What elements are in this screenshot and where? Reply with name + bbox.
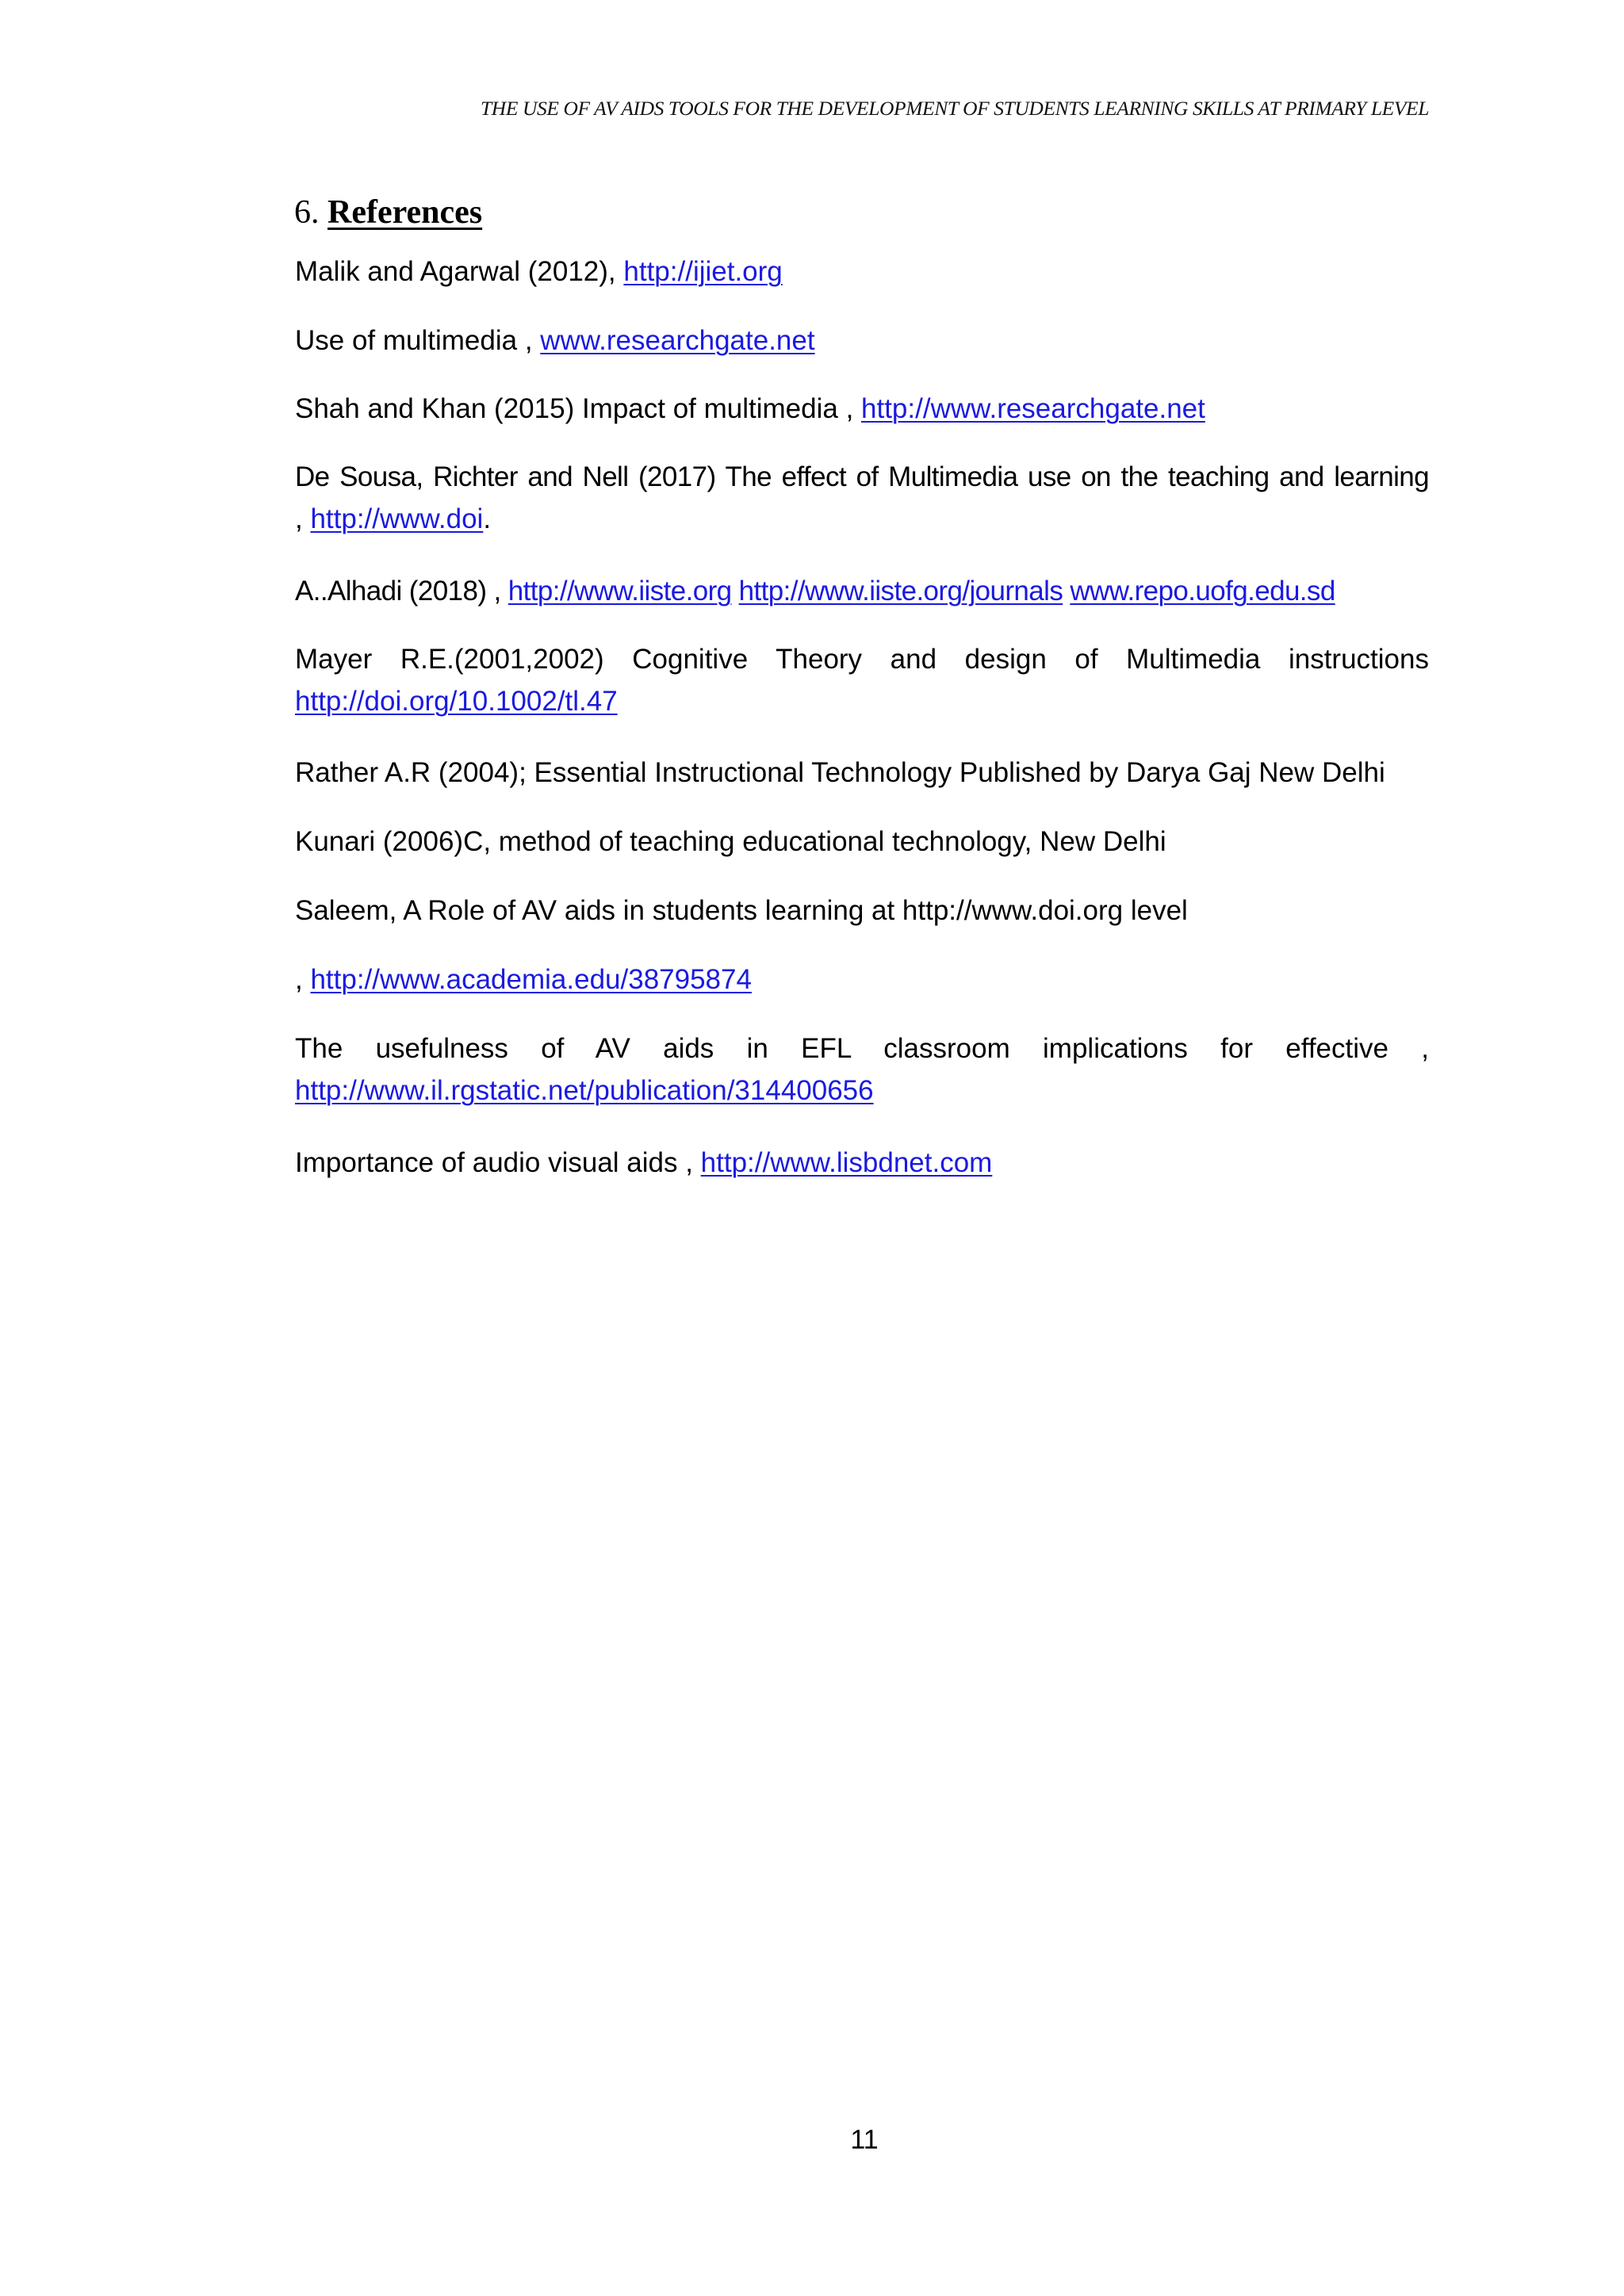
reference-link[interactable]: http://www.lisbdnet.com <box>700 1147 993 1178</box>
reference-item <box>295 959 1429 1001</box>
reference-text: Shah and Khan (2015) Impact of multimedia , <box>295 393 862 424</box>
reference-item <box>295 320 1429 362</box>
section-number: 6. <box>294 194 320 231</box>
reference-text: Malik and Agarwal (2012), <box>295 256 624 287</box>
reference-item <box>295 388 1429 430</box>
reference-text: , <box>295 503 311 534</box>
reference-link[interactable]: http://www.il.rgstatic.net/publication/314400656 <box>295 1075 874 1106</box>
reference-text: Rather A.R (2004); Essential Instructional Technology Published by Darya Gaj New Delhi <box>295 757 1385 788</box>
reference-link[interactable]: http://www.researchgate.net <box>861 393 1205 424</box>
reference-text: The usefulness of AV aids in EFL classroom implications for effective , <box>295 1033 1429 1064</box>
reference-text: Kunari (2006)C, method of teaching educational technology, New Delhi <box>295 826 1166 857</box>
reference-item <box>295 1027 1429 1112</box>
reference-item <box>295 1142 1429 1184</box>
reference-item <box>295 890 1429 932</box>
reference-link[interactable]: http://www.iiste.org <box>508 576 732 607</box>
reference-item <box>295 570 1429 612</box>
section-heading <box>294 193 482 232</box>
reference-item <box>295 456 1429 540</box>
reference-item <box>295 251 1429 293</box>
reference-text: Saleem, A Role of AV aids in students learning at http://www.doi.org level <box>295 895 1188 926</box>
reference-link[interactable]: www.researchgate.net <box>540 325 815 356</box>
reference-item <box>295 638 1429 722</box>
reference-link[interactable]: http://ijiet.org <box>623 256 783 287</box>
reference-text: De Sousa, Richter and Nell (2017) The effect of Multimedia use on the teaching and learning <box>295 461 1429 492</box>
reference-item <box>295 752 1429 794</box>
reference-item <box>295 821 1429 863</box>
reference-link[interactable]: www.repo.uofg.edu.sd <box>1070 576 1335 607</box>
reference-text: . <box>483 503 492 534</box>
reference-text: Importance of audio visual aids , <box>295 1147 701 1178</box>
reference-text: , <box>295 964 311 995</box>
running-header: THE USE OF AV AIDS TOOLS FOR THE DEVELOPMENT OF STUDENTS LEARNING SKILLS AT PRIMARY LEVEL <box>481 97 1429 120</box>
reference-link[interactable]: http://www.doi <box>310 503 484 534</box>
reference-text: A..Alhadi (2018) , <box>295 576 508 607</box>
reference-link[interactable]: http://www.iiste.org/journals <box>738 576 1063 607</box>
page-number: 11 <box>850 2125 879 2155</box>
reference-text: Use of multimedia , <box>295 325 541 356</box>
reference-text: Mayer R.E.(2001,2002) Cognitive Theory and design of Multimedia instructions <box>295 644 1429 675</box>
reference-link[interactable]: http://doi.org/10.1002/tl.47 <box>295 686 618 717</box>
section-title: References <box>327 194 483 231</box>
reference-link[interactable]: http://www.academia.edu/38795874 <box>310 964 752 995</box>
